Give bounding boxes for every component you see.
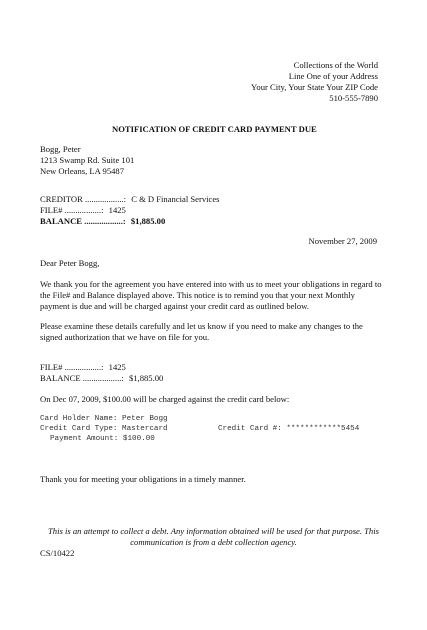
summary-balance-row bbox=[40, 373, 163, 384]
account-block bbox=[40, 194, 220, 227]
summary-balance-label: BALANCE ..................: bbox=[40, 373, 124, 383]
summary-block bbox=[40, 362, 163, 384]
recipient-city: New Orleans, LA 95487 bbox=[40, 166, 125, 176]
card-number-line: Credit Card #: ************5454 bbox=[218, 425, 360, 433]
sender-city-state-zip: Your City, Your State Your ZIP Code bbox=[251, 82, 378, 92]
balance-value: $1,885.00 bbox=[130, 216, 166, 226]
summary-balance-value: $1,885.00 bbox=[128, 373, 164, 383]
reference-code: CS/10422 bbox=[40, 548, 75, 558]
summary-file-label: FILE# .................: bbox=[40, 362, 104, 372]
charge-notice: On Dec 07, 2009, $100.00 will be charged against the credit card below: bbox=[40, 394, 290, 404]
closing-line: Thank you for meeting your obligations in a timely manner. bbox=[40, 474, 246, 484]
disclaimer-line-1: This is an attempt to collect a debt. Any information obtained will be used for that purpose. This bbox=[48, 526, 379, 536]
sender-name: Collections of the World bbox=[293, 60, 378, 70]
salutation: Dear Peter Bogg, bbox=[40, 258, 100, 268]
creditor-row bbox=[40, 194, 220, 205]
card-holder-line: Card Holder Name: Peter Bogg bbox=[40, 415, 168, 423]
summary-file-row bbox=[40, 362, 163, 373]
paragraph-intro: We thank you for the agreement you have entered into with us to meet your obligations in regard to the File# and Balance displayed above. This notice is to remind you that your next Monthly payment is due and will be charged against your credit card as outlined below. bbox=[40, 279, 382, 311]
disclaimer-line-2: communication is from a debt collection agency. bbox=[130, 537, 297, 547]
paragraph-examine: Please examine these details carefully and let us know if you need to make any changes to the signed authorization that we have on file for you. bbox=[40, 321, 363, 342]
sender-block bbox=[251, 60, 378, 104]
file-row bbox=[40, 205, 220, 216]
summary-file-value: 1425 bbox=[108, 362, 126, 372]
balance-row bbox=[40, 216, 220, 227]
balance-label: BALANCE ..................: bbox=[40, 216, 126, 226]
creditor-value: C & D Financial Services bbox=[131, 194, 220, 204]
recipient-street: 1213 Swamp Rd. Suite 101 bbox=[40, 155, 135, 165]
recipient-block bbox=[40, 144, 134, 177]
letter-date: November 27, 2009 bbox=[308, 236, 377, 246]
recipient-name: Bogg, Peter bbox=[40, 144, 81, 154]
sender-phone: 510-555-7890 bbox=[329, 93, 378, 103]
payment-amount-line: Payment Amount: $100.00 bbox=[50, 435, 155, 443]
disclaimer bbox=[0, 526, 427, 548]
file-value: 1425 bbox=[108, 205, 126, 215]
creditor-label: CREDITOR ..................: bbox=[40, 194, 127, 204]
sender-address-line: Line One of your Address bbox=[288, 71, 378, 81]
card-type-line: Credit Card Type: Mastercard bbox=[40, 425, 168, 433]
file-label: FILE# .................: bbox=[40, 205, 104, 215]
notice-title: NOTIFICATION OF CREDIT CARD PAYMENT DUE bbox=[112, 124, 317, 134]
